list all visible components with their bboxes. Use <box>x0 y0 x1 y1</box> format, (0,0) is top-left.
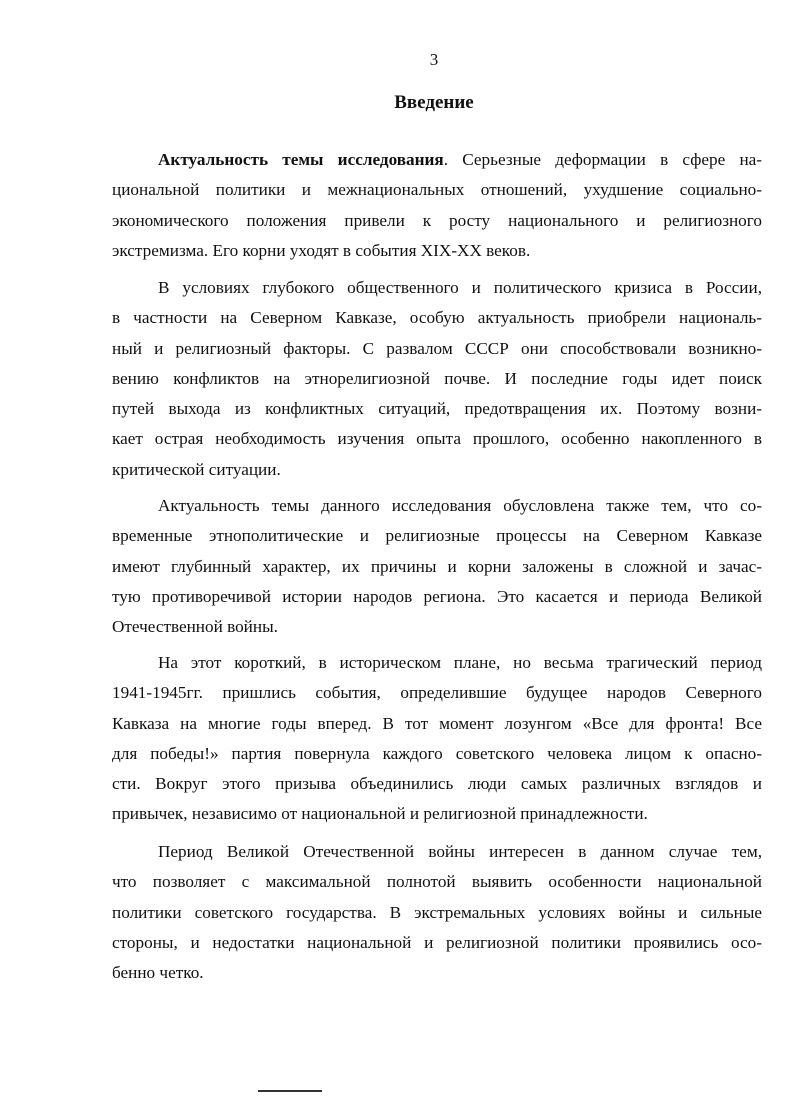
paragraph-line: Актуальность темы данного исследования обусловлена также тем, что со- <box>158 496 762 515</box>
paragraph-line: стороны, и недостатки национальной и религиозной политики проявились осо- <box>112 932 762 952</box>
paragraph-line: для победы!» партия повернула каждого советского человека лицом к опасно- <box>112 743 762 763</box>
lead-phrase: Актуальность темы исследования <box>158 150 444 169</box>
paragraph-line: временные этнополитические и религиозные процессы на Северном Кавказе <box>112 526 762 546</box>
paragraph-relevance <box>112 145 762 266</box>
paragraph-processes <box>112 491 762 642</box>
paragraph-line: Актуальность темы исследования. Серьезные деформации в сфере на- <box>158 150 763 169</box>
paragraph-line: На этот короткий, в историческом плане, но весьма трагический период <box>158 653 762 672</box>
footnote-separator <box>258 1090 322 1092</box>
paragraph-line: привычек, независимо от национальной и религиозной принадлежности. <box>112 804 648 824</box>
paragraph-line: в частности на Северном Кавказе, особую актуальность приобрели националь- <box>112 308 762 328</box>
paragraph-line: вению конфликтов на этнорелигиозной почве. И последние годы идет поиск <box>112 368 762 388</box>
paragraph-line: 1941-1945гг. пришлись события, определившие будущее народов Северного <box>112 683 762 703</box>
paragraph-line: циональной политики и межнациональных отношений, ухудшение социально- <box>112 180 762 200</box>
paragraph-line: сти. Вокруг этого призыва объединились люди самых различных взглядов и <box>112 774 762 794</box>
paragraph-line: Кавказа на многие годы вперед. В тот момент лозунгом «Все для фронта! Все <box>112 713 762 733</box>
paragraph-line: кает острая необходимость изучения опыта прошлого, особенно накопленного в <box>112 429 762 449</box>
paragraph-line: экономического положения привели к росту национального и религиозного <box>112 210 762 230</box>
paragraph-line: политики советского государства. В экстремальных условиях войны и сильные <box>112 902 762 922</box>
paragraph-line: критической ситуации. <box>112 459 281 479</box>
paragraph-line: Отечественной войны. <box>112 617 278 637</box>
paragraph-line: В условиях глубокого общественного и политического кризиса в России, <box>158 278 762 297</box>
paragraph-national-policy <box>112 837 762 988</box>
paragraph-crisis <box>112 273 762 485</box>
page-title: Введение <box>394 92 474 113</box>
paragraph-line: ный и религиозный факторы. С развалом СССР они способствовали возникно- <box>112 338 762 358</box>
paragraph-line: что позволяет с максимальной полнотой выявить особенности национальной <box>112 872 762 892</box>
paragraph-war-period <box>112 648 762 830</box>
paragraph-line: путей выхода из конфликтных ситуаций, предотвращения их. Поэтому возни- <box>112 399 762 419</box>
paragraph-line: имеют глубинный характер, их причины и корни заложены в сложной и зачас- <box>112 556 762 576</box>
paragraph-line: Период Великой Отечественной войны интересен в данном случае тем, <box>158 842 762 861</box>
page-number: 3 <box>429 50 439 69</box>
paragraph-line: экстремизма. Его корни уходят в события XIX-XX веков. <box>112 240 531 260</box>
paragraph-line: бенно четко. <box>112 963 204 983</box>
paragraph-line: тую противоречивой истории народов региона. Это касается и периода Великой <box>112 586 762 606</box>
